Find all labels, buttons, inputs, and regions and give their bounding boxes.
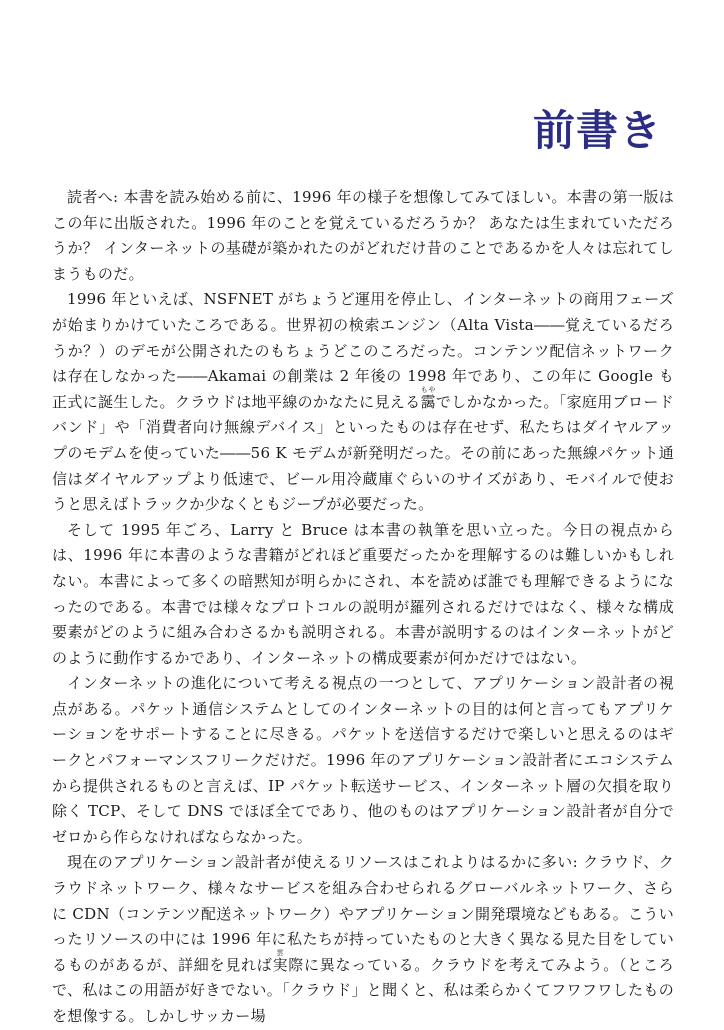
ruby-base: 実 (272, 955, 289, 974)
paragraph-1: 読者へ: 本書を読み始める前に、1996 年の様子を想像してみてほしい。本書の第一版はこの年に出版された。1996 年のことを覚えているだろうか？ あなたは生まれていただろうか？ インターネットの基礎が築かれたのがどれだけ昔のことであるかを人々は忘れてしまうものだ。 (52, 188, 674, 283)
paragraph-3: そして 1995 年ごろ、Larry と Bruce は本書の執筆を思い立った。今日の視点からは、1996 年に本書のような書籍がどれほど重要だったかを理解するのは難しいかもしれない。本書によって多くの暗黙知が明らかにされ、本を読めば誰でも理解できるようになったのである。本書では様々なプロトコルの説明が羅列されるだけではなく、様々な構成要素がどのように組み合わさるかも説明される。本書が説明するのはインターネットがどのように動作するかであり、インターネットの構成要素が何かだけではない。 (52, 520, 674, 667)
paragraph-2-text-before: 1996 年といえば、NSFNET がちょうど運用を停止し、インターネットの商用フェーズが始まりかけていたころである。世界初の検索エンジン（Alta Vista――覚えているだろうか？）のデモが公開されたのもちょうどこのころだった。コンテンツ配信ネットワークは存在しなかった――Akamai の創業は 2 年後の 1998 年であり、この年に Google も正式に誕生した。クラウドは地平線のかなたに見える (52, 290, 674, 411)
ruby-base: 靄 (420, 392, 436, 411)
ruby-reading: もや (420, 385, 436, 394)
furigana-kumo (272, 948, 289, 974)
paragraph-2 (52, 287, 674, 517)
paragraph-5-text-after: 際に異なっている。クラウドを考えてみよう。（ところで、私はこの用語が好きでない。「クラウド」と聞くと、私は柔らかくてフワフワしたものを想像する。しかしサッカー場 (52, 955, 674, 1025)
paragraph-2-text-after: でしかなかった。「家庭用ブロードバンド」や「消費者向け無線デバイス」といったものは存在せず、私たちはダイヤルアップのモデムを使っていた――56 K モデムが新発明だった。その前にあった無線パケット通信はダイヤルアップより低速で、ビール用冷蔵庫ぐらいのサイズがあり、モバイルで使おうと思えばトラックか少なくともジープが必要だった。 (52, 392, 674, 514)
paragraph-4: インターネットの進化について考える視点の一つとして、アプリケーション設計者の視点がある。パケット通信システムとしてのインターネットの目的は何と言ってもアプリケーションをサポートすることに尽きる。パケットを送信するだけで楽しいと思えるのはギークとパフォーマンスフリークだけだ。1996 年のアプリケーション設計者にエコシステムから提供されるものと言えば、IP パケット転送サービス、インターネット層の欠損を取り除く TCP、そして DNS でほぼ全てであり、他のものはアプリケーション設計者が自分でゼロから作らなければならなかった。 (52, 674, 674, 846)
ruby-reading: 雲 (272, 948, 288, 957)
paragraph-5-text-before: 現在のアプリケーション設計者が使えるリソースはこれよりはるかに多い: クラウド、クラウドネットワーク、様々なサービスを組み合わせられるグローバルネットワーク、さらに CDN（コンテンツ配送ネットワーク）やアプリケーション開発環境などもある。こういったリソースの中には 1996 年に私たちが持っていたものと大きく異なる見た目をしているものがあるが、詳細を見れば (52, 853, 674, 974)
paragraph-5 (52, 850, 674, 1029)
body-text (52, 185, 674, 1030)
chapter-title: 前書き (532, 106, 662, 155)
furigana-moya (420, 385, 436, 411)
